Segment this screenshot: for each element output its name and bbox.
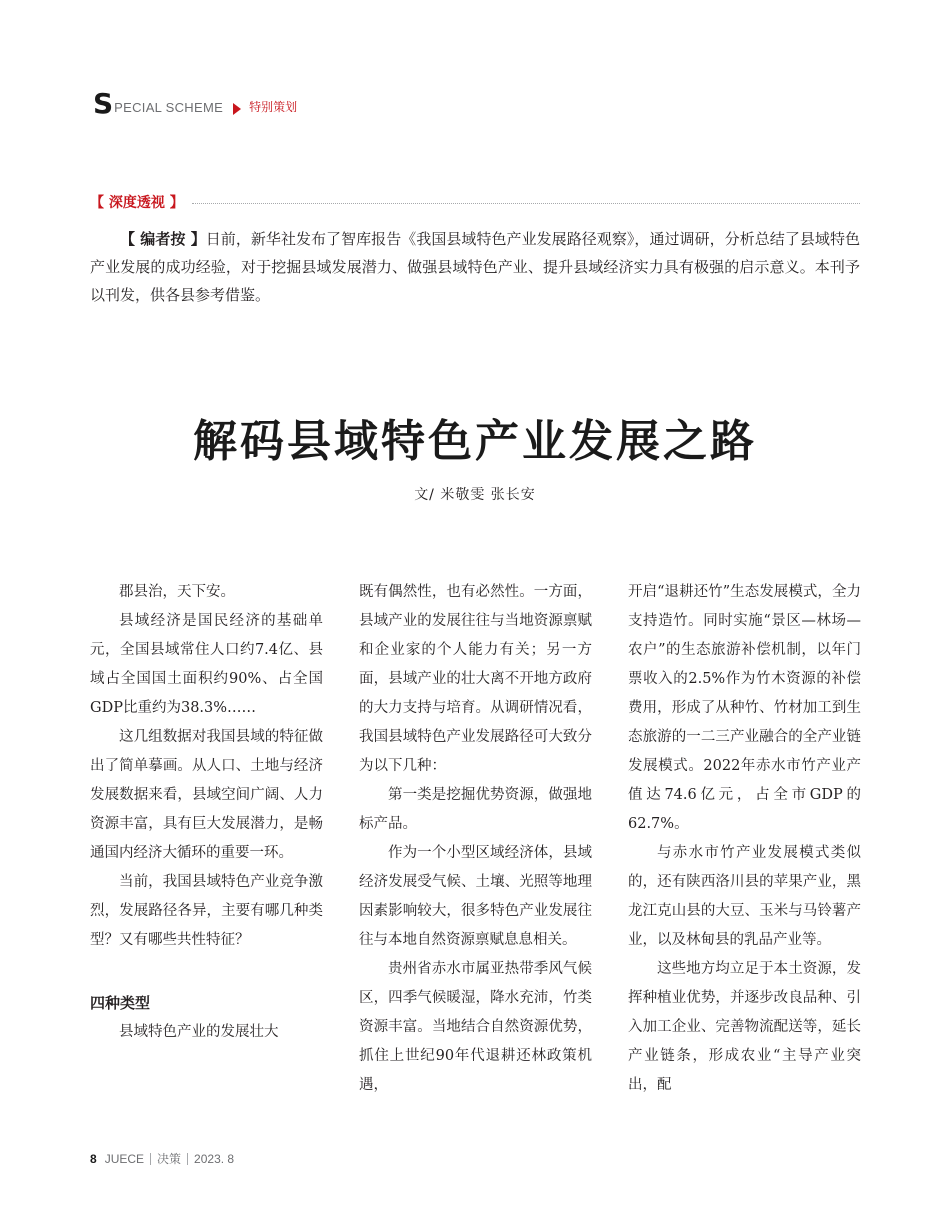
- section-header: [93, 88, 297, 118]
- page-footer: [90, 1150, 234, 1167]
- paragraph: 县域特色产业的发展壮大: [119, 1024, 279, 1040]
- paragraph: 贵州省赤水市属亚热带季风气候区，四季气候暖湿，降水充沛，竹类资源丰富。当地结合自然资源优势，抓住上世纪90年代退耕还林政策机遇，: [359, 961, 592, 1093]
- section-tag: 【 深度透视 】: [90, 195, 184, 211]
- paragraph: 与赤水市竹产业发展模式类似的，还有陕西洛川县的苹果产业，黑龙江克山县的大豆、玉米与马铃薯产业，以及林甸县的乳品产业等。: [628, 845, 861, 948]
- text-column-3: [628, 578, 861, 1148]
- footer-separator: [187, 1153, 188, 1165]
- header-initial: S: [93, 87, 114, 120]
- triangle-right-icon: [233, 103, 241, 115]
- editor-note: [90, 225, 860, 309]
- section-tag-row: [90, 191, 860, 213]
- header-scheme-text: PECIAL SCHEME: [114, 100, 224, 115]
- paragraph: 当前，我国县域特色产业竞争激烈，发展路径各异，主要有哪几种类型？又有哪些共性特征？: [90, 874, 323, 948]
- dotted-divider: [192, 203, 860, 204]
- paragraph: 既有偶然性，也有必然性。一方面，县域产业的发展往往与当地资源禀赋和企业家的个人能力有关；另一方面，县域产业的壮大离不开地方政府的大力支持与培育。从调研情况看，我国县域特色产业发展路径可大致分为以下几种：: [359, 584, 592, 774]
- page-number: 8: [90, 1151, 97, 1166]
- byline: 文/ 米敬雯 张长安: [414, 487, 536, 503]
- paragraph: 县域经济是国民经济的基础单元，全国县域常住人口约7.4亿、县域占全国国土面积约90%、占全国GDP比重约为38.3%……: [90, 613, 323, 716]
- paragraph: 这些地方均立足于本土资源，发挥种植业优势，并逐步改良品种、引入加工企业、完善物流配送等，延长产业链条，形成农业“主导产业突出，配: [628, 961, 861, 1093]
- journal-name-cn: 决策: [157, 1152, 182, 1166]
- paragraph: 开启“退耕还竹”生态发展模式，全力支持造竹。同时实施“景区—林场—农户”的生态旅游补偿机制，以年门票收入的2.5%作为竹木资源的补偿费用，形成了从种竹、竹材加工到生态旅游的一二三产业融合的全产业链发展模式。2022年赤水市竹产业产值达74.6亿元，占全市GDP的62.7%。: [628, 584, 861, 832]
- paragraph: 这几组数据对我国县域的特征做出了简单摹画。从人口、土地与经济发展数据来看，县域空间广阔、人力资源丰富，具有巨大发展潜力，是畅通国内经济大循环的重要一环。: [90, 729, 323, 861]
- article-title: 解码县域特色产业发展之路: [193, 416, 757, 467]
- subheading: 四种类型: [90, 994, 151, 1012]
- text-column-1: [90, 578, 323, 1148]
- paragraph: 第一类是挖掘优势资源，做强地标产品。: [359, 787, 592, 832]
- footer-separator: [150, 1153, 151, 1165]
- editor-note-text: 日前，新华社发布了智库报告《我国县域特色产业发展路径观察》，通过调研，分析总结了县域特色产业发展的成功经验，对于挖掘县域发展潜力、做强县域特色产业、提升县域经济实力具有极强的启示意义。本刊予以刊发，供各县参考借鉴。: [90, 230, 860, 304]
- paragraph: 作为一个小型区域经济体，县域经济发展受气候、土壤、光照等地理因素影响较大，很多特色产业发展往往与本地自然资源禀赋息息相关。: [359, 845, 592, 948]
- paragraph: 郡县治，天下安。: [119, 584, 235, 600]
- text-column-2: [359, 578, 592, 1148]
- issue-number: 2023. 8: [194, 1151, 235, 1166]
- journal-name-en: JUECE: [104, 1151, 145, 1166]
- editor-note-label: 【 编者按 】: [120, 230, 206, 248]
- header-label: 特别策划: [249, 100, 298, 114]
